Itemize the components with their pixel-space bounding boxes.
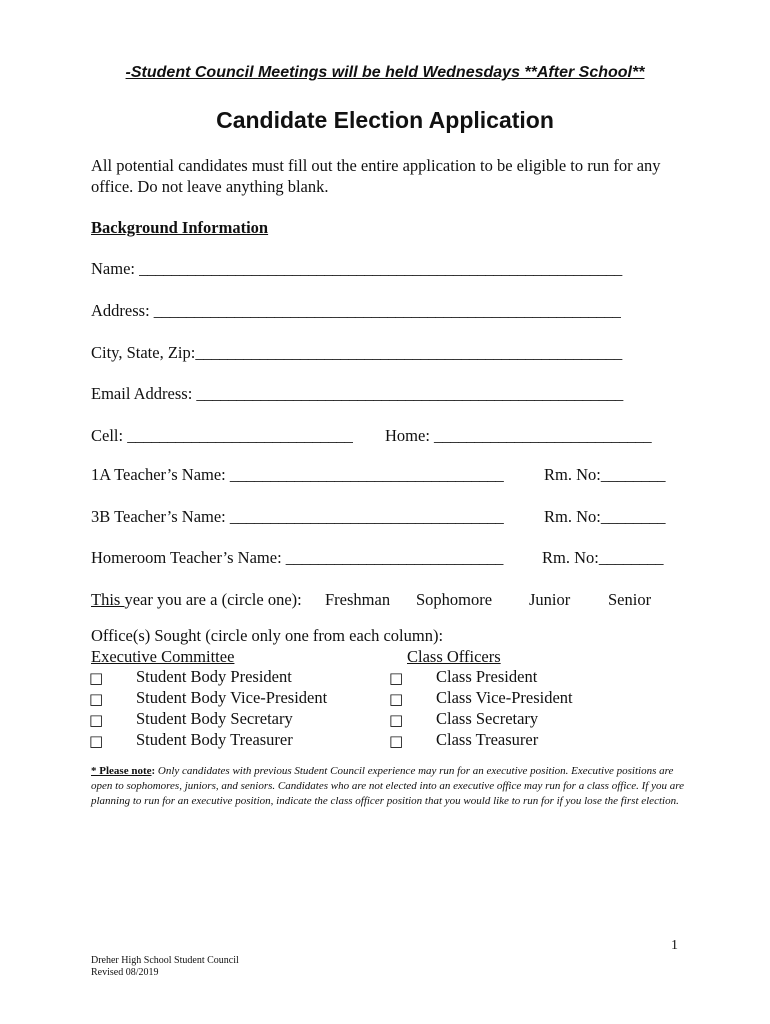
checkbox-icon[interactable]: □ <box>89 711 104 729</box>
room-1a-label: Rm. No: <box>544 465 601 484</box>
room-3b-label: Rm. No: <box>544 507 601 526</box>
home-blank: ___________________________ <box>434 426 652 445</box>
section-heading-background: Background Information <box>91 218 269 237</box>
cell-blank: ____________________________ <box>127 426 353 445</box>
year-option-freshman[interactable]: Freshman <box>325 590 391 609</box>
homeroom-teacher-blank: ___________________________ <box>285 548 504 567</box>
address-field[interactable] <box>91 301 621 321</box>
note-colon: : <box>151 765 156 777</box>
executive-committee-heading: Executive Committee <box>91 647 235 666</box>
checkbox-icon[interactable]: □ <box>89 669 104 687</box>
name-blank: ____________________________________________________________ <box>139 259 623 278</box>
homeroom-teacher-field[interactable] <box>91 548 503 568</box>
office-option-class-president[interactable]: Class President <box>436 667 538 686</box>
room-homeroom-field[interactable] <box>542 548 663 568</box>
checkbox-icon[interactable]: □ <box>389 711 404 729</box>
checkbox-icon[interactable]: □ <box>89 732 104 750</box>
year-option-senior[interactable]: Senior <box>608 590 652 609</box>
teacher-3b-blank: __________________________________ <box>229 507 504 526</box>
footer-revised: Revised 08/2019 <box>91 967 159 978</box>
room-1a-blank: ________ <box>600 465 666 484</box>
year-prompt <box>91 590 302 610</box>
checkbox-icon[interactable]: □ <box>89 690 104 708</box>
city-state-zip-label: City, State, Zip: <box>91 343 196 362</box>
address-label: Address: <box>91 301 150 320</box>
home-field[interactable] <box>385 426 651 446</box>
checkbox-icon[interactable]: □ <box>389 690 404 708</box>
address-blank: __________________________________________________________ <box>153 301 621 320</box>
teacher-1a-blank: __________________________________ <box>229 465 504 484</box>
office-option-class-vice-president[interactable]: Class Vice-President <box>436 688 573 707</box>
teacher-3b-label: 3B Teacher’s Name: <box>91 507 226 526</box>
year-option-junior[interactable]: Junior <box>529 590 571 609</box>
offices-prompt: Office(s) Sought (circle only one from each column): <box>91 626 444 645</box>
footer-school: Dreher High School Student Council <box>91 955 239 966</box>
office-option-class-treasurer[interactable]: Class Treasurer <box>436 730 539 749</box>
office-option-sb-vice-president[interactable]: Student Body Vice-President <box>136 688 328 707</box>
note-text: Only candidates with previous Student Council experience may run for an executive position. Executive positions are open to sophomores, juniors, and seniors. Candidates who are not elected into an executive office may run for a class office. If you are planning to run for an executive position, indicate the class officer position that you would like to run for if you lose the first election. <box>91 765 684 807</box>
office-option-class-secretary[interactable]: Class Secretary <box>436 709 539 728</box>
footer <box>91 955 239 979</box>
intro-paragraph: All potential candidates must fill out the entire application to be eligible to run for any office. Do not leave anything blank. <box>91 156 661 196</box>
city-state-zip-field[interactable] <box>91 343 622 363</box>
teacher-3b-field[interactable] <box>91 507 504 527</box>
email-label: Email Address: <box>91 384 193 403</box>
email-field[interactable] <box>91 384 623 404</box>
home-label: Home: <box>385 426 430 445</box>
room-3b-blank: ________ <box>600 507 666 526</box>
page-number: 1 <box>671 938 678 953</box>
room-3b-field[interactable] <box>544 507 665 527</box>
homeroom-teacher-label: Homeroom Teacher’s Name: <box>91 548 282 567</box>
eligibility-note <box>91 764 691 809</box>
office-option-sb-secretary[interactable]: Student Body Secretary <box>136 709 293 728</box>
meeting-notice: -Student Council Meetings will be held Wednesdays **After School** <box>125 64 645 81</box>
cell-field[interactable] <box>91 426 353 446</box>
email-blank: _____________________________________________________ <box>196 384 624 403</box>
year-prompt-text: year you are a (circle one): <box>124 590 302 609</box>
name-field[interactable] <box>91 259 622 279</box>
office-option-sb-president[interactable]: Student Body President <box>136 667 292 686</box>
note-lead: * Please note <box>91 765 152 777</box>
checkbox-icon[interactable]: □ <box>389 732 404 750</box>
cell-label: Cell: <box>91 426 124 445</box>
room-homeroom-label: Rm. No: <box>542 548 599 567</box>
teacher-1a-field[interactable] <box>91 465 504 485</box>
checkbox-icon[interactable]: □ <box>389 669 404 687</box>
office-option-sb-treasurer[interactable]: Student Body Treasurer <box>136 730 293 749</box>
page-title: Candidate Election Application <box>216 107 554 133</box>
teacher-1a-label: 1A Teacher’s Name: <box>91 465 226 484</box>
year-option-sophomore[interactable]: Sophomore <box>416 590 493 609</box>
room-homeroom-blank: ________ <box>598 548 664 567</box>
year-prefix: This <box>91 590 125 609</box>
city-state-zip-blank: _____________________________________________________ <box>195 343 622 362</box>
name-label: Name: <box>91 259 135 278</box>
room-1a-field[interactable] <box>544 465 665 485</box>
class-officers-heading: Class Officers <box>407 647 501 666</box>
